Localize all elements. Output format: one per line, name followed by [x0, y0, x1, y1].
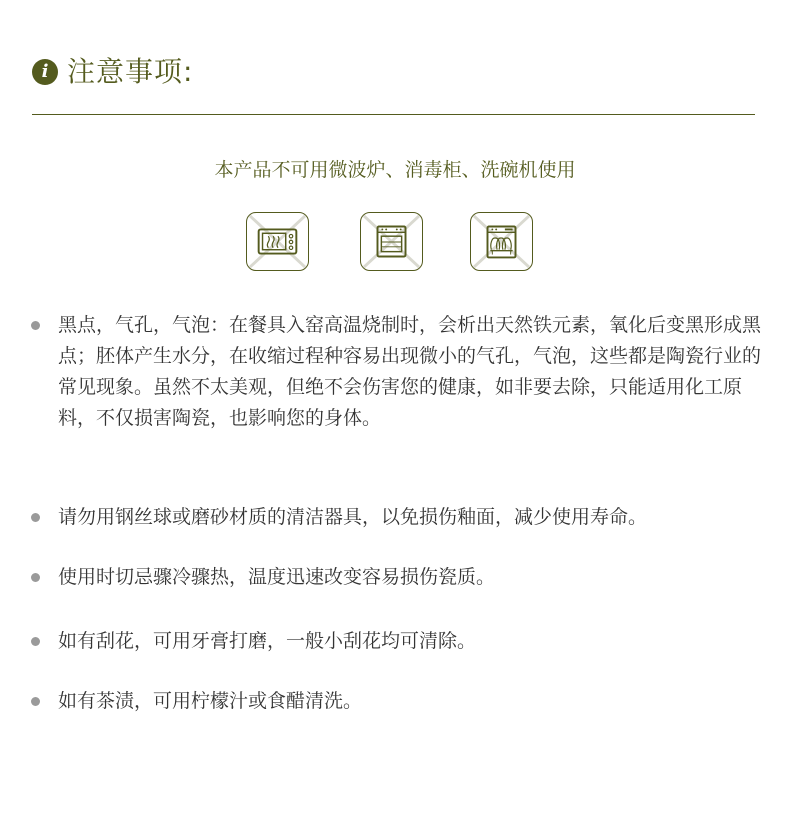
list-item — [58, 310, 763, 434]
section-header — [32, 55, 194, 88]
list-item-text: 请勿用钢丝球或磨砂材质的清洁器具，以免损伤釉面，减少使用寿命。 — [58, 506, 648, 528]
list-item — [58, 686, 763, 717]
bullet-dot-icon — [31, 513, 40, 522]
list-item-text: 使用时切忌骤冷骤热，温度迅速改变容易损伤瓷质。 — [58, 566, 496, 588]
dishwasher-prohibited-icon — [470, 212, 533, 271]
bullet-dot-icon — [31, 321, 40, 330]
bullet-dot-icon — [31, 637, 40, 646]
list-item-text: 黑点，气孔，气泡：在餐具入窑高温烧制时，会析出天然铁元素，氧化后变黑形成黑点；胚体产生水分，在收缩过程种容易出现微小的气孔，气泡，这些都是陶瓷行业的常见现象。虽然不太美观，但绝不会伤害您的健康，如非要去除，只能适用化工原料，不仅损害陶瓷，也影响您的身体。 — [58, 314, 762, 429]
list-item-text: 如有茶渍，可用柠檬汁或食醋清洗。 — [58, 690, 363, 712]
list-item — [58, 626, 763, 657]
page-title: 注意事项: — [67, 55, 194, 88]
microwave-prohibited-icon — [246, 212, 309, 271]
sterilizer-prohibited-icon — [360, 212, 423, 271]
list-item-text: 如有刮花，可用牙膏打磨，一般小刮花均可清除。 — [58, 630, 477, 652]
usage-notice: 本产品不可用微波炉、消毒柜、洗碗机使用 — [214, 159, 576, 181]
title-divider — [32, 114, 755, 115]
info-icon: i — [32, 59, 58, 85]
bullet-dot-icon — [31, 573, 40, 582]
list-item — [58, 502, 763, 533]
list-item — [58, 562, 763, 593]
bullet-dot-icon — [31, 697, 40, 706]
